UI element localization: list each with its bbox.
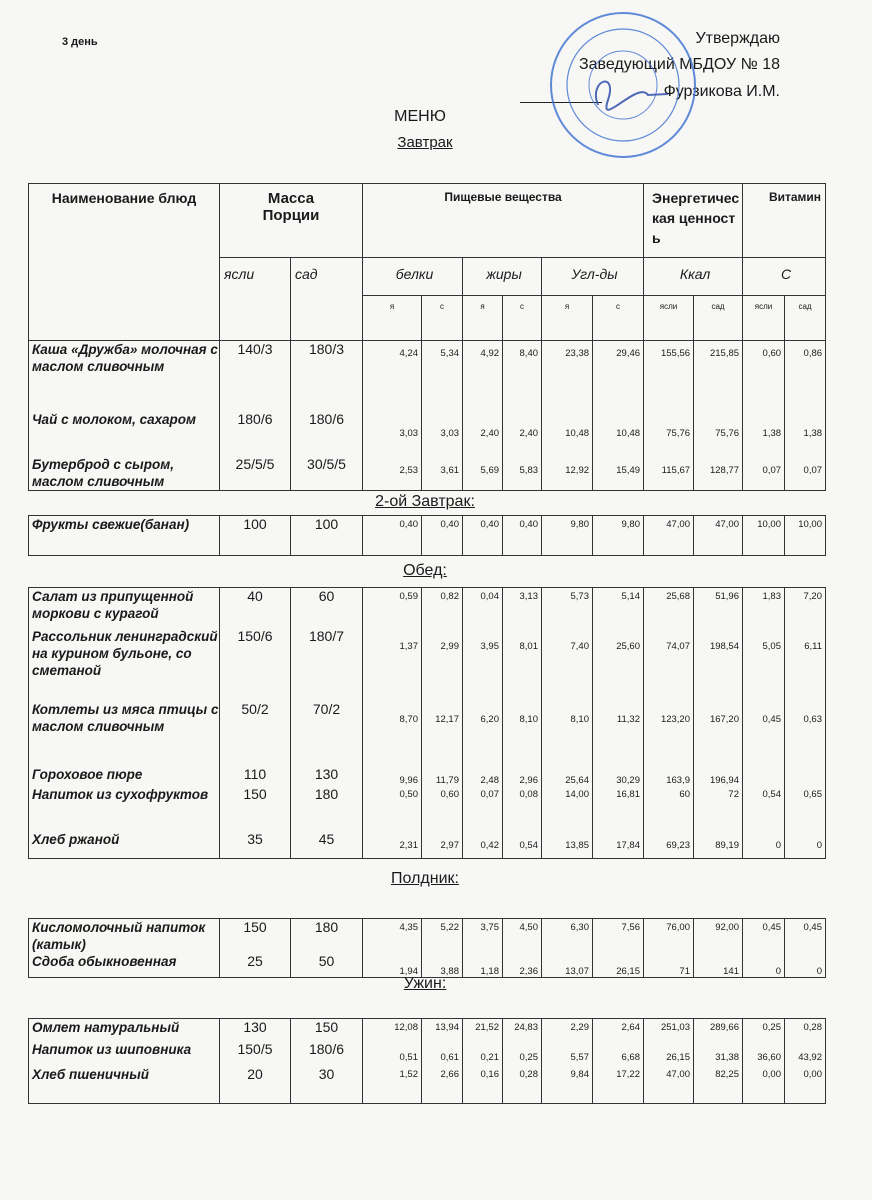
- dish-name: Каша «Дружба» молочная с маслом сливочным: [29, 341, 220, 411]
- nutrient-value: 1,37: [363, 628, 422, 701]
- subcol-garden_small-header: сад: [785, 296, 826, 341]
- nutrient-value: 30,29: [593, 766, 644, 786]
- position-label: Заведующий МБДОУ № 18: [578, 56, 780, 73]
- nutrient-value: 10,48: [593, 411, 644, 456]
- nutrient-value: 0,82: [422, 588, 463, 628]
- nutrient-value: 6,20: [463, 701, 503, 766]
- nutrient-value: 92,00: [694, 919, 743, 954]
- mass-garden: 180/3: [291, 341, 363, 411]
- nutrient-value: 6,30: [542, 919, 593, 954]
- dish-name: Напиток из шиповника: [29, 1041, 220, 1066]
- nutrient-value: 1,83: [743, 588, 785, 628]
- nutrient-value: 76,00: [644, 919, 694, 954]
- menu-table: [28, 1018, 826, 1104]
- nutrient-value: 5,83: [503, 456, 542, 491]
- mass-nursery: 130: [220, 1019, 291, 1041]
- col-garden-header: сад: [291, 258, 363, 341]
- col-nursery-header: ясли: [220, 258, 291, 341]
- table-row: [29, 766, 826, 786]
- nutrient-value: 5,22: [422, 919, 463, 954]
- mass-garden: 30/5/5: [291, 456, 363, 491]
- nutrient-value: 198,54: [694, 628, 743, 701]
- nutrient-value: 3,88: [422, 953, 463, 978]
- nutrient-value: 0,40: [503, 516, 542, 556]
- nutrient-value: 0,21: [463, 1041, 503, 1066]
- table-row: [29, 341, 826, 411]
- nutrient-value: 29,46: [593, 341, 644, 411]
- nutrient-value: 36,60: [743, 1041, 785, 1066]
- subcol-nursery_small-header: ясли: [743, 296, 785, 341]
- nutrient-value: 289,66: [694, 1019, 743, 1041]
- table-row: [29, 701, 826, 766]
- nutrient-value: 5,05: [743, 628, 785, 701]
- nutrient-value: 8,40: [503, 341, 542, 411]
- nutrient-value: 2,99: [422, 628, 463, 701]
- nutrient-value: 3,95: [463, 628, 503, 701]
- table-row: [29, 516, 826, 556]
- nutrient-value: 69,23: [644, 831, 694, 859]
- mass-nursery: 140/3: [220, 341, 291, 411]
- nutrient-value: 0,60: [422, 786, 463, 831]
- nutrient-value: 11,32: [593, 701, 644, 766]
- dish-name: Гороховое пюре: [29, 766, 220, 786]
- nutrient-value: 23,38: [542, 341, 593, 411]
- nutrient-value: 10,00: [785, 516, 826, 556]
- section-title: Полдник:: [391, 870, 459, 887]
- table-row: [29, 1066, 826, 1104]
- menu-table: [28, 587, 826, 859]
- nutrient-value: 9,80: [542, 516, 593, 556]
- mass-garden: 180: [291, 786, 363, 831]
- nutrient-value: 2,96: [503, 766, 542, 786]
- dish-name: Рассольник ленинградский на курином бульоне, со сметаной: [29, 628, 220, 701]
- nutrient-value: 7,56: [593, 919, 644, 954]
- nutrient-value: 155,56: [644, 341, 694, 411]
- subcol-ya-header: я: [363, 296, 422, 341]
- nutrient-value: 5,57: [542, 1041, 593, 1066]
- dish-name: Хлеб ржаной: [29, 831, 220, 859]
- nutrient-value: 31,38: [694, 1041, 743, 1066]
- col-name-header: Наименование блюд: [29, 184, 220, 341]
- mass-garden: 60: [291, 588, 363, 628]
- nutrient-value: 17,84: [593, 831, 644, 859]
- nutrient-value: 15,49: [593, 456, 644, 491]
- nutrient-value: 13,85: [542, 831, 593, 859]
- nutrient-value: 2,29: [542, 1019, 593, 1041]
- section-title: Ужин:: [403, 975, 447, 992]
- mass-nursery: 25: [220, 953, 291, 978]
- mass-nursery: 150: [220, 919, 291, 954]
- nutrient-value: 0: [785, 831, 826, 859]
- nutrient-value: 4,24: [363, 341, 422, 411]
- nutrient-value: 13,94: [422, 1019, 463, 1041]
- nutrient-value: 128,77: [694, 456, 743, 491]
- mass-nursery: 180/6: [220, 411, 291, 456]
- nutrient-value: 72: [694, 786, 743, 831]
- nutrient-value: 12,17: [422, 701, 463, 766]
- nutrient-value: 25,60: [593, 628, 644, 701]
- nutrient-value: 10,48: [542, 411, 593, 456]
- menu-table: [28, 515, 826, 556]
- nutrient-value: 82,25: [694, 1066, 743, 1104]
- table-row: [29, 588, 826, 628]
- nutrient-value: 0,54: [503, 831, 542, 859]
- nutrient-value: 0,16: [463, 1066, 503, 1104]
- table-row: [29, 1041, 826, 1066]
- nutrient-value: 43,92: [785, 1041, 826, 1066]
- table-row: [29, 411, 826, 456]
- nutrient-value: 2,40: [463, 411, 503, 456]
- nutrient-value: 0,00: [743, 1066, 785, 1104]
- dish-name: Фрукты свежие(банан): [29, 516, 220, 556]
- nutrient-value: 167,20: [694, 701, 743, 766]
- nutrient-value: 2,53: [363, 456, 422, 491]
- mass-garden: 150: [291, 1019, 363, 1041]
- mass-nursery: 25/5/5: [220, 456, 291, 491]
- nutrient-value: 47,00: [694, 516, 743, 556]
- nutrient-value: 0,42: [463, 831, 503, 859]
- nutrient-value: 5,14: [593, 588, 644, 628]
- nutrient-value: [743, 766, 785, 786]
- nutrient-value: 0,54: [743, 786, 785, 831]
- nutrient-value: [785, 766, 826, 786]
- nutrient-value: 71: [644, 953, 694, 978]
- table-row: [29, 953, 826, 978]
- dish-name: Кисломолочный напиток (катык): [29, 919, 220, 954]
- nutrient-value: 1,18: [463, 953, 503, 978]
- nutrient-value: 0,61: [422, 1041, 463, 1066]
- nutrient-value: 1,94: [363, 953, 422, 978]
- nutrient-value: 14,00: [542, 786, 593, 831]
- nutrient-value: 10,00: [743, 516, 785, 556]
- col-nutrients-header: Пищевые вещества: [363, 184, 644, 258]
- nutrient-value: 0,40: [363, 516, 422, 556]
- nutrient-value: 3,75: [463, 919, 503, 954]
- nutrient-value: 26,15: [593, 953, 644, 978]
- section-title: 2-ой Завтрак:: [375, 493, 475, 510]
- nutrient-value: 2,48: [463, 766, 503, 786]
- approve-label: Утверждаю: [695, 30, 780, 47]
- nutrient-value: 8,70: [363, 701, 422, 766]
- table-row: [29, 919, 826, 954]
- col-vitc-header: С: [743, 258, 826, 296]
- nutrient-value: 16,81: [593, 786, 644, 831]
- nutrient-value: 0,45: [785, 919, 826, 954]
- table-row: [29, 456, 826, 491]
- subcol-garden_small-header: сад: [694, 296, 743, 341]
- nutrient-value: 4,92: [463, 341, 503, 411]
- nutrient-value: 1,38: [743, 411, 785, 456]
- signer-name: Фурзикова И.М.: [663, 83, 780, 100]
- col-vitamin-header: Витамин: [743, 184, 826, 258]
- nutrient-value: 0,65: [785, 786, 826, 831]
- nutrient-value: 2,31: [363, 831, 422, 859]
- nutrient-value: 0,40: [463, 516, 503, 556]
- mass-nursery: 50/2: [220, 701, 291, 766]
- dish-name: Котлеты из мяса птицы с маслом сливочным: [29, 701, 220, 766]
- col-fat-header: жиры: [463, 258, 542, 296]
- nutrient-value: 4,35: [363, 919, 422, 954]
- nutrient-value: 24,83: [503, 1019, 542, 1041]
- mass-garden: 100: [291, 516, 363, 556]
- subcol-s-header: с: [503, 296, 542, 341]
- nutrient-value: 74,07: [644, 628, 694, 701]
- mass-garden: 70/2: [291, 701, 363, 766]
- nutrient-value: 2,36: [503, 953, 542, 978]
- nutrient-value: 163,9: [644, 766, 694, 786]
- col-kcal-header: Ккал: [644, 258, 743, 296]
- mass-garden: 180/7: [291, 628, 363, 701]
- mass-garden: 45: [291, 831, 363, 859]
- nutrient-value: 13,07: [542, 953, 593, 978]
- mass-garden: 180: [291, 919, 363, 954]
- dish-name: Омлет натуральный: [29, 1019, 220, 1041]
- mass-nursery: 35: [220, 831, 291, 859]
- nutrient-value: 0,59: [363, 588, 422, 628]
- menu-table: [28, 918, 826, 978]
- nutrient-value: 0,07: [785, 456, 826, 491]
- section-title: Обед:: [403, 562, 447, 579]
- col-carbs-header: Угл-ды: [542, 258, 644, 296]
- nutrient-value: 9,84: [542, 1066, 593, 1104]
- nutrient-value: 0: [743, 953, 785, 978]
- subcol-s-header: с: [593, 296, 644, 341]
- mass-garden: 30: [291, 1066, 363, 1104]
- nutrient-value: 25,64: [542, 766, 593, 786]
- nutrient-value: 3,03: [422, 411, 463, 456]
- nutrient-value: 47,00: [644, 1066, 694, 1104]
- mass-nursery: 100: [220, 516, 291, 556]
- mass-garden: 180/6: [291, 1041, 363, 1066]
- col-energy-header: Энергетическая ценность: [644, 184, 743, 258]
- section-title: Завтрак: [397, 134, 453, 151]
- table-row: [29, 831, 826, 859]
- dish-name: Салат из припущенной моркови с курагой: [29, 588, 220, 628]
- nutrient-value: 7,40: [542, 628, 593, 701]
- subcol-ya-header: я: [463, 296, 503, 341]
- nutrient-value: 196,94: [694, 766, 743, 786]
- nutrient-value: 5,69: [463, 456, 503, 491]
- nutrient-value: 17,22: [593, 1066, 644, 1104]
- subcol-s-header: с: [422, 296, 463, 341]
- nutrient-value: 3,61: [422, 456, 463, 491]
- nutrient-value: 2,97: [422, 831, 463, 859]
- nutrient-value: 0,07: [743, 456, 785, 491]
- nutrient-value: 1,52: [363, 1066, 422, 1104]
- mass-garden: 130: [291, 766, 363, 786]
- mass-nursery: 150: [220, 786, 291, 831]
- dish-name: Напиток из сухофруктов: [29, 786, 220, 831]
- table-row: [29, 786, 826, 831]
- nutrient-value: 0: [743, 831, 785, 859]
- nutrient-value: 0,40: [422, 516, 463, 556]
- nutrient-value: 3,03: [363, 411, 422, 456]
- nutrient-value: 215,85: [694, 341, 743, 411]
- nutrient-value: 0,28: [503, 1066, 542, 1104]
- nutrient-value: 0,07: [463, 786, 503, 831]
- menu-table: [28, 183, 826, 491]
- nutrient-value: 2,64: [593, 1019, 644, 1041]
- mass-nursery: 20: [220, 1066, 291, 1104]
- nutrient-value: 0,00: [785, 1066, 826, 1104]
- nutrient-value: 6,68: [593, 1041, 644, 1066]
- dish-name: Чай с молоком, сахаром: [29, 411, 220, 456]
- col-mass-header: Масса Порции: [220, 184, 363, 258]
- page-title: МЕНЮ: [394, 108, 446, 125]
- nutrient-value: 8,10: [503, 701, 542, 766]
- nutrient-value: 2,40: [503, 411, 542, 456]
- nutrient-value: 47,00: [644, 516, 694, 556]
- nutrient-value: 5,34: [422, 341, 463, 411]
- nutrient-value: 9,80: [593, 516, 644, 556]
- mass-nursery: 40: [220, 588, 291, 628]
- nutrient-value: 11,79: [422, 766, 463, 786]
- table-row: [29, 628, 826, 701]
- col-protein-header: белки: [363, 258, 463, 296]
- nutrient-value: 25,68: [644, 588, 694, 628]
- nutrient-value: 0,04: [463, 588, 503, 628]
- nutrient-value: 0,45: [743, 701, 785, 766]
- mass-garden: 180/6: [291, 411, 363, 456]
- mass-nursery: 150/6: [220, 628, 291, 701]
- nutrient-value: 141: [694, 953, 743, 978]
- nutrient-value: 12,92: [542, 456, 593, 491]
- mass-garden: 50: [291, 953, 363, 978]
- nutrient-value: 60: [644, 786, 694, 831]
- nutrient-value: 12,08: [363, 1019, 422, 1041]
- subcol-ya-header: я: [542, 296, 593, 341]
- nutrient-value: 6,11: [785, 628, 826, 701]
- nutrient-value: 0,86: [785, 341, 826, 411]
- nutrient-value: 3,13: [503, 588, 542, 628]
- nutrient-value: 2,66: [422, 1066, 463, 1104]
- nutrient-value: 5,73: [542, 588, 593, 628]
- nutrient-value: 123,20: [644, 701, 694, 766]
- nutrient-value: 251,03: [644, 1019, 694, 1041]
- mass-nursery: 110: [220, 766, 291, 786]
- nutrient-value: 7,20: [785, 588, 826, 628]
- nutrient-value: 21,52: [463, 1019, 503, 1041]
- nutrient-value: 26,15: [644, 1041, 694, 1066]
- nutrient-value: 0,45: [743, 919, 785, 954]
- nutrient-value: 115,67: [644, 456, 694, 491]
- nutrient-value: 0,25: [743, 1019, 785, 1041]
- nutrient-value: 75,76: [644, 411, 694, 456]
- mass-nursery: 150/5: [220, 1041, 291, 1066]
- table-row: [29, 1019, 826, 1041]
- nutrient-value: 0,63: [785, 701, 826, 766]
- nutrient-value: 8,10: [542, 701, 593, 766]
- nutrient-value: 75,76: [694, 411, 743, 456]
- nutrient-value: 0,50: [363, 786, 422, 831]
- nutrient-value: 0,28: [785, 1019, 826, 1041]
- nutrient-value: 89,19: [694, 831, 743, 859]
- nutrient-value: 0,08: [503, 786, 542, 831]
- nutrient-value: 0,60: [743, 341, 785, 411]
- nutrient-value: 9,96: [363, 766, 422, 786]
- nutrient-value: 0: [785, 953, 826, 978]
- nutrient-value: 0,51: [363, 1041, 422, 1066]
- nutrient-value: 8,01: [503, 628, 542, 701]
- dish-name: Сдоба обыкновенная: [29, 953, 220, 978]
- nutrient-value: 51,96: [694, 588, 743, 628]
- nutrient-value: 1,38: [785, 411, 826, 456]
- nutrient-value: 0,25: [503, 1041, 542, 1066]
- dish-name: Бутерброд с сыром, маслом сливочным: [29, 456, 220, 491]
- day-label: 3 день: [62, 36, 98, 48]
- dish-name: Хлеб пшеничный: [29, 1066, 220, 1104]
- nutrient-value: 4,50: [503, 919, 542, 954]
- subcol-nursery_small-header: ясли: [644, 296, 694, 341]
